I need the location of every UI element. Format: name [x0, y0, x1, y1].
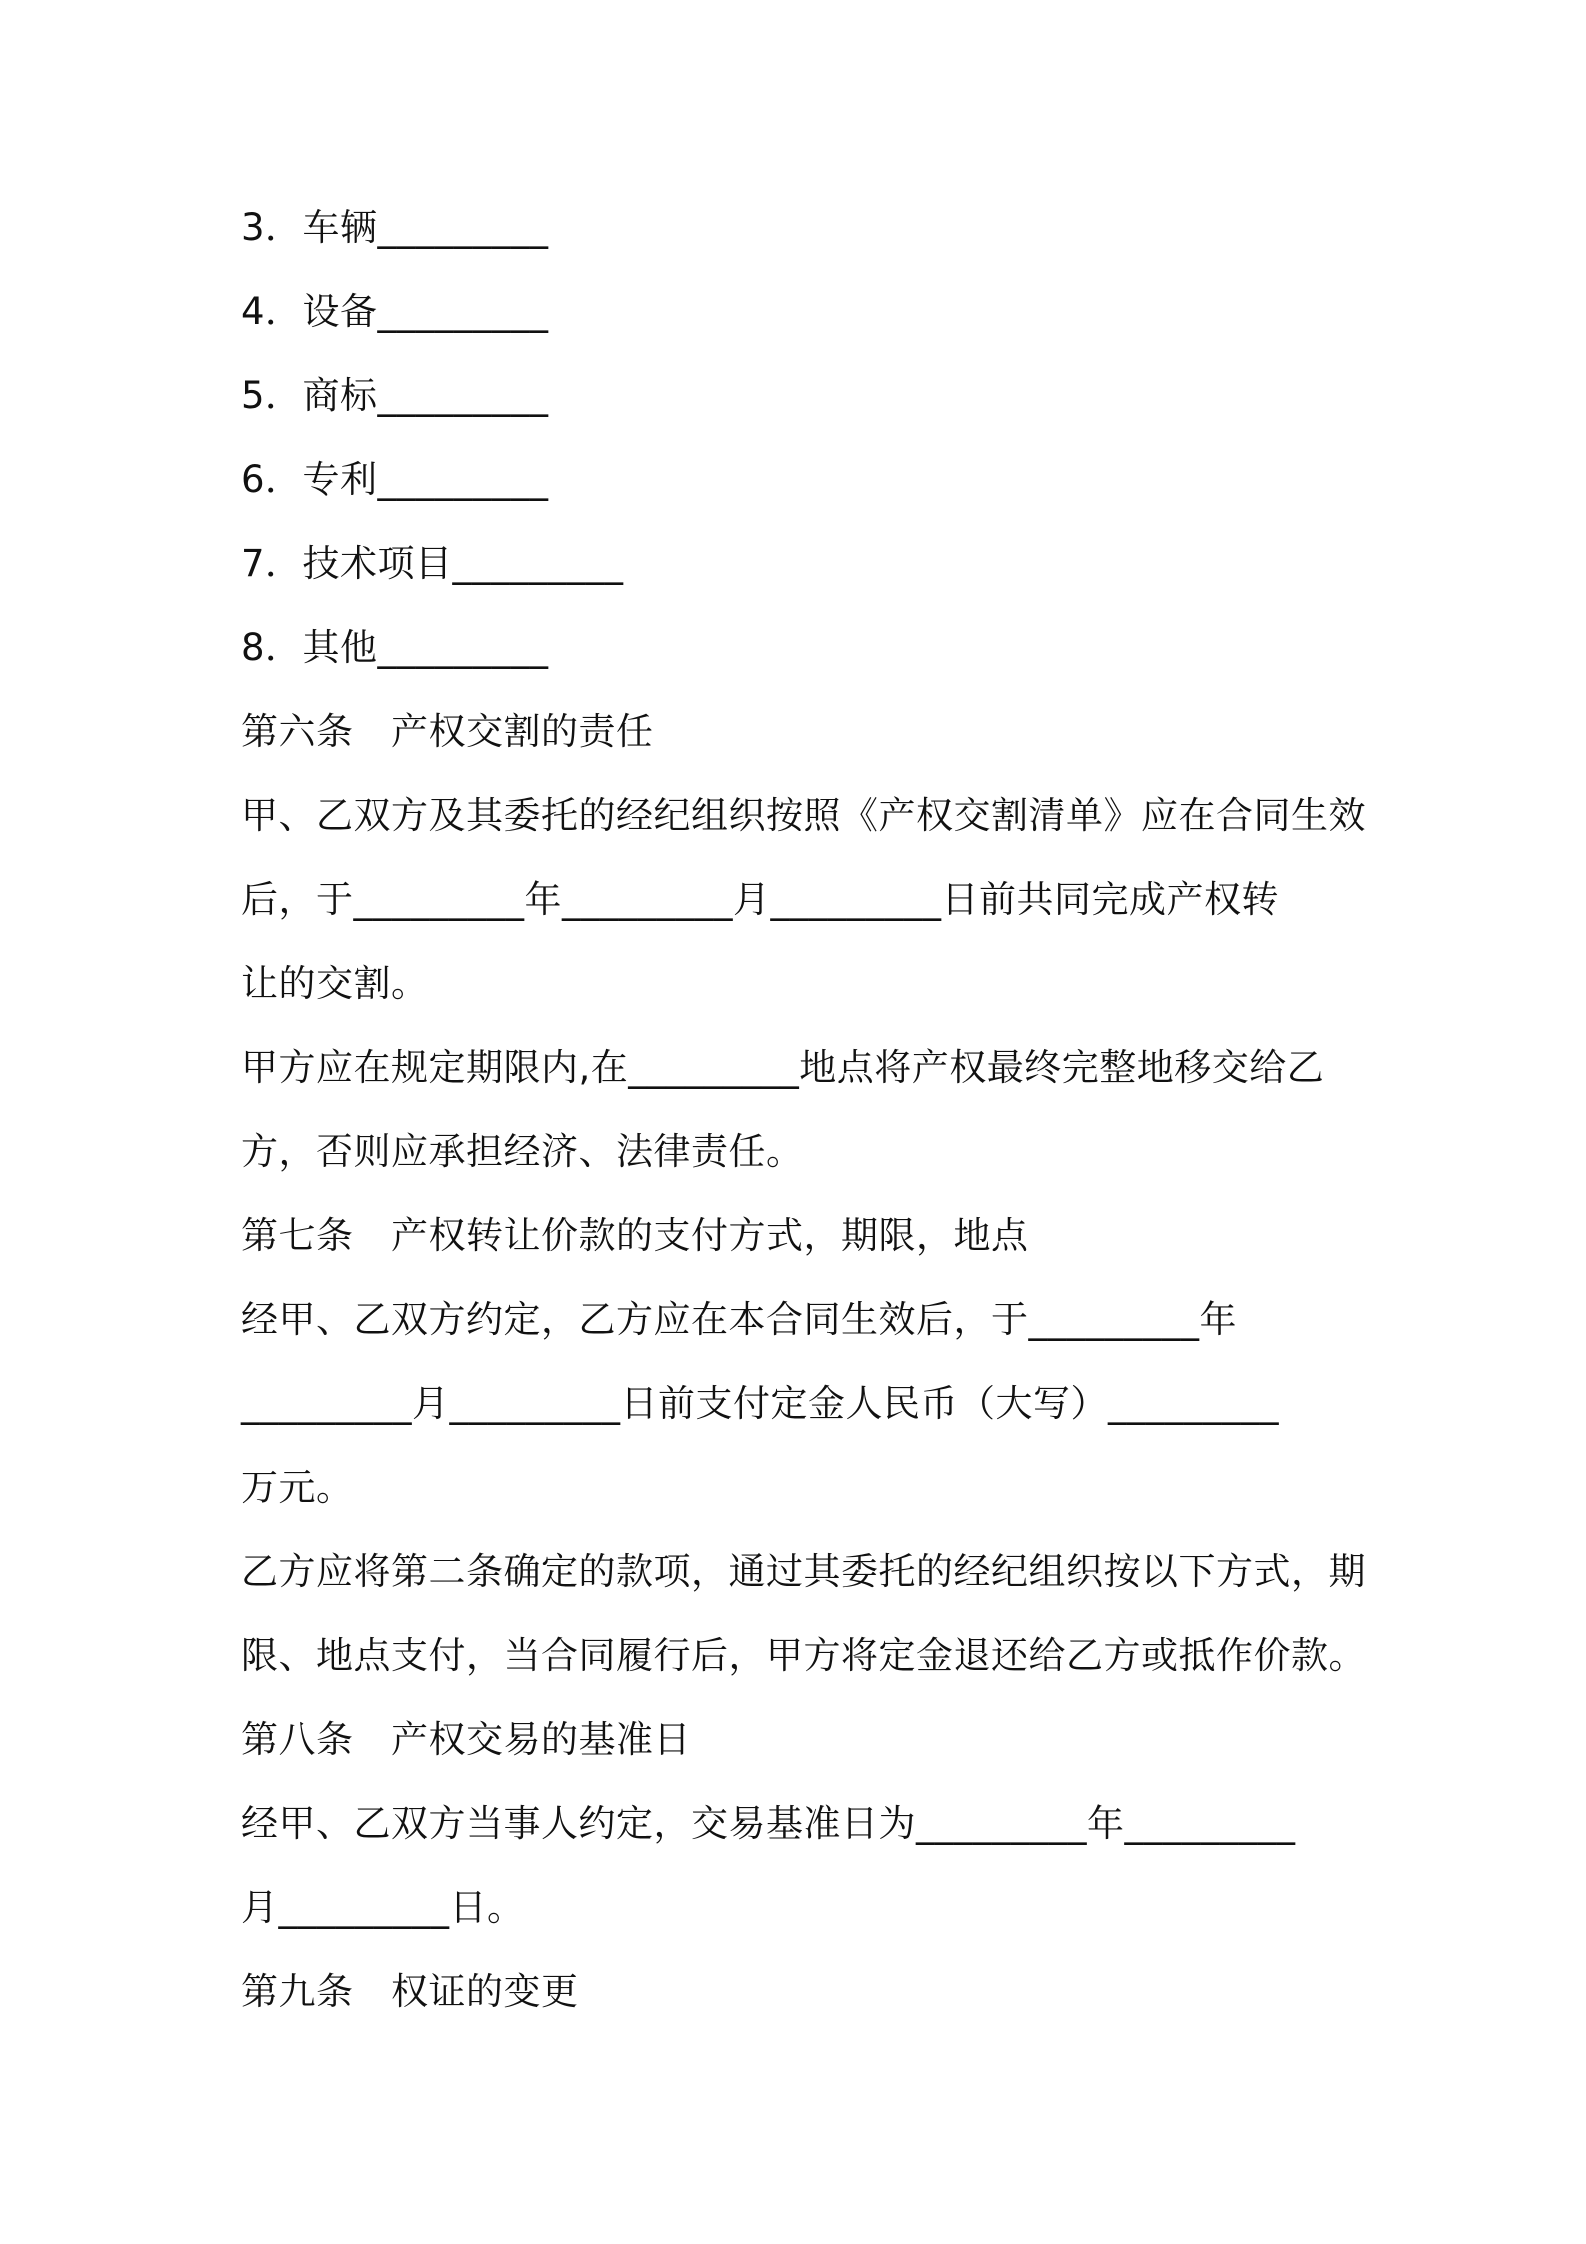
article-7-paragraph-1-line-2: _________月_________日前支付定金人民币（大写）_________ [241, 1382, 1279, 1425]
article-6-paragraph-1-line-2: 后，于_________年_________月_________日前共同完成产权转 [241, 878, 1279, 921]
article-6-paragraph-2-line-2: 方，否则应承担经济、法律责任。 [241, 1130, 804, 1173]
article-7-paragraph-1-line-1: 经甲、乙双方约定，乙方应在本合同生效后，于_________年 [241, 1298, 1237, 1341]
list-item-other: 8．其他_________ [241, 626, 549, 669]
article-7-paragraph-2-line-1: 乙方应将第二条确定的款项，通过其委托的经纪组织按以下方式，期 [241, 1550, 1366, 1593]
article-8-heading: 第八条 产权交易的基准日 [241, 1718, 691, 1761]
article-6-heading: 第六条 产权交割的责任 [241, 710, 654, 753]
article-6-paragraph-1-line-3: 让的交割。 [241, 962, 429, 1005]
list-item-vehicle: 3．车辆_________ [241, 206, 549, 249]
article-7-heading: 第七条 产权转让价款的支付方式，期限，地点 [241, 1214, 1029, 1257]
article-7-paragraph-2-line-2: 限、地点支付，当合同履行后，甲方将定金退还给乙方或抵作价款。 [241, 1634, 1366, 1677]
article-7-paragraph-1-line-3: 万元。 [241, 1466, 354, 1509]
article-8-paragraph-1-line-2: 月_________日。 [241, 1886, 525, 1929]
article-8-paragraph-1-line-1: 经甲、乙双方当事人约定，交易基准日为_________年_________ [241, 1802, 1296, 1845]
article-9-heading: 第九条 权证的变更 [241, 1970, 579, 2013]
list-item-patent: 6．专利_________ [241, 458, 549, 501]
list-item-trademark: 5．商标_________ [241, 374, 549, 417]
article-6-paragraph-1-line-1: 甲、乙双方及其委托的经纪组织按照《产权交割清单》应在合同生效 [241, 794, 1366, 837]
article-6-paragraph-2-line-1: 甲方应在规定期限内,在_________地点将产权最终完整地移交给乙 [241, 1046, 1325, 1089]
list-item-equipment: 4．设备_________ [241, 290, 549, 333]
list-item-technology: 7．技术项目_________ [241, 542, 624, 585]
